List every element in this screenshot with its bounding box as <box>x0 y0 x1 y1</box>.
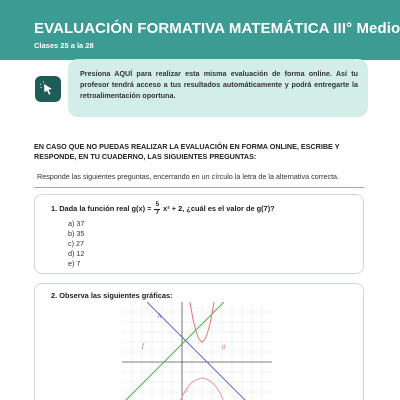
question-1-prefix: 1. Dada la función real g(x) = <box>51 203 154 213</box>
divider <box>34 187 364 188</box>
question-2-card <box>34 283 364 400</box>
label-h: h <box>158 312 162 320</box>
question-1-card <box>34 194 364 274</box>
fraction-denominator: 7 <box>155 208 160 216</box>
question-1-text <box>51 202 275 216</box>
page-subtitle: Clases 25 a la 28 <box>34 41 94 50</box>
question-2-text: 2. Observa las siguientes gráficas: <box>51 291 173 300</box>
cursor-click-icon[interactable] <box>35 76 61 102</box>
option-d[interactable]: d) 12 <box>68 249 85 258</box>
instructions-heading: EN CASO QUE NO PUEDAS REALIZAR LA EVALUACIÓN EN FORMA ONLINE, ESCRIBE Y RESPONDE, EN TU CUADERNO, LAS SIGUIENTES PREGUNTAS: <box>34 142 340 161</box>
label-g: g <box>222 342 226 350</box>
respond-instruction: Responde las siguientes preguntas, encerrando en un círculo la letra de la alternativa correcta. <box>37 172 340 181</box>
online-evaluation-text[interactable]: Presiona AQUÍ para realizar esta misma evaluación de forma online. Así tu profesor tendrá acceso a tus resultados automáticamente y podrá entregarte la retroalimentación oportuna. <box>80 69 358 100</box>
question-1-options <box>68 219 84 269</box>
line-f <box>124 302 224 400</box>
function-graph <box>122 302 272 400</box>
fraction-numerator: 5 <box>155 201 160 208</box>
page-title: EVALUACIÓN FORMATIVA MATEMÁTICA III° Medio <box>34 20 400 37</box>
header-banner <box>0 0 400 60</box>
option-e[interactable]: e) 7 <box>68 259 81 268</box>
label-p: p <box>185 386 189 394</box>
graph-grid <box>122 302 272 400</box>
option-c[interactable]: c) 27 <box>68 239 84 248</box>
option-a[interactable]: a) 37 <box>68 219 85 228</box>
option-b[interactable]: b) 35 <box>68 229 85 238</box>
question-1-fraction <box>154 202 160 216</box>
question-1-suffix: x² + 2, ¿cuál es el valor de g(7)? <box>161 203 275 213</box>
label-f: f <box>142 342 144 350</box>
